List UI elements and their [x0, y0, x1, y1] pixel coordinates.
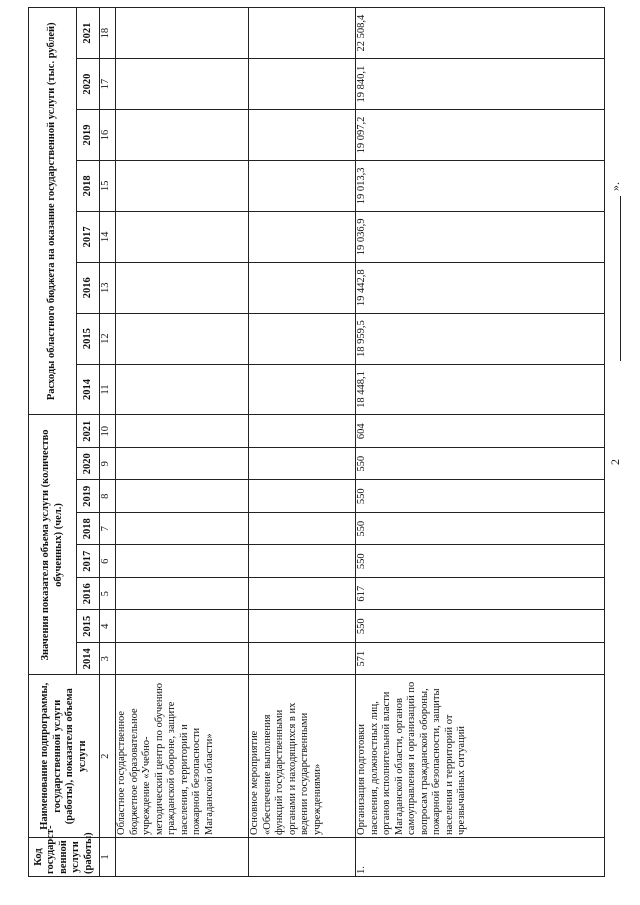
volume-cell: 550 [356, 448, 605, 481]
volume-cell [116, 448, 249, 481]
closing-signature [608, 161, 622, 361]
volume-year-2017: 2017 [77, 545, 100, 578]
volume-cell: 571 [356, 643, 605, 676]
row-name: Организация подготовки населения, должностных лиц, органов исполнительной власти Магаданской области, органов самоуправления и организаций по вопросам гражданской обороны, пожарной безопасности, защиты населения и территорий от чрезвычайных ситуаций [356, 675, 605, 838]
closing-quote: ». [608, 182, 622, 191]
volume-cell [249, 415, 356, 448]
budget-year-2018: 2018 [77, 160, 100, 211]
budget-cell [249, 8, 356, 59]
page-number: 2 [608, 459, 622, 465]
volume-cell [116, 578, 249, 611]
volume-cell [249, 610, 356, 643]
volume-cell [249, 545, 356, 578]
column-index: 15 [100, 160, 116, 211]
row-code [116, 838, 249, 877]
budget-cell [116, 211, 249, 262]
volume-cell [249, 448, 356, 481]
column-index: 4 [100, 610, 116, 643]
volume-year-2015: 2015 [77, 610, 100, 643]
budget-cell [249, 313, 356, 364]
volume-cell [116, 513, 249, 546]
budget-year-2015: 2015 [77, 313, 100, 364]
volume-cell [249, 578, 356, 611]
row-name: Областное государственное бюджетное образовательное учреждение «Учебно-методический центр по обучению гражданской обороне, защите населения, территорий и пожарной безопасности Магаданской области» [116, 675, 249, 838]
volume-year-2021: 2021 [77, 415, 100, 448]
budget-cell: 19 442,8 [356, 262, 605, 313]
column-index: 7 [100, 513, 116, 546]
header-code: Код государст-венной услуги (работы) [29, 838, 100, 877]
budget-cell: 19 097,2 [356, 110, 605, 161]
volume-cell [249, 513, 356, 546]
budget-cell: 19 036,9 [356, 211, 605, 262]
volume-cell [116, 415, 249, 448]
row-code [249, 838, 356, 877]
column-index-row [100, 8, 116, 877]
table-row [249, 8, 356, 877]
budget-cell [116, 364, 249, 415]
column-index: 12 [100, 313, 116, 364]
budget-year-2020: 2020 [77, 59, 100, 110]
budget-year-2019: 2019 [77, 110, 100, 161]
column-index: 10 [100, 415, 116, 448]
volume-cell [249, 480, 356, 513]
column-index: 1 [100, 838, 116, 877]
budget-year-2017: 2017 [77, 211, 100, 262]
volume-year-2019: 2019 [77, 480, 100, 513]
column-index: 11 [100, 364, 116, 415]
column-index: 18 [100, 8, 116, 59]
table-row [356, 8, 605, 877]
volume-cell [116, 610, 249, 643]
volume-cell: 550 [356, 610, 605, 643]
column-index: 6 [100, 545, 116, 578]
budget-year-2021: 2021 [77, 8, 100, 59]
budget-cell [249, 364, 356, 415]
volume-year-2018: 2018 [77, 513, 100, 546]
closing-line [620, 196, 621, 361]
budget-cell [116, 262, 249, 313]
budget-cell [249, 110, 356, 161]
volume-cell [249, 643, 356, 676]
column-index: 8 [100, 480, 116, 513]
budget-year-2016: 2016 [77, 262, 100, 313]
column-index: 2 [100, 675, 116, 838]
header-volume-group: Значения показателя объема услуги (количество обученных) (чел.) [29, 415, 77, 675]
budget-cell [116, 110, 249, 161]
column-index: 13 [100, 262, 116, 313]
budget-table [28, 7, 605, 877]
row-code: 1. [356, 838, 605, 877]
column-index: 17 [100, 59, 116, 110]
budget-cell [249, 59, 356, 110]
budget-year-2014: 2014 [77, 364, 100, 415]
budget-cell [249, 211, 356, 262]
volume-year-2016: 2016 [77, 578, 100, 611]
budget-cell [116, 8, 249, 59]
budget-cell: 19 013,3 [356, 160, 605, 211]
budget-cell [249, 262, 356, 313]
header-name: Наименование подпрограммы, государственной услуги (работы), показателя объема услуги [29, 675, 100, 838]
budget-cell [249, 160, 356, 211]
volume-cell [116, 480, 249, 513]
budget-cell: 18 448,1 [356, 364, 605, 415]
volume-cell: 617 [356, 578, 605, 611]
volume-cell: 604 [356, 415, 605, 448]
volume-cell: 550 [356, 513, 605, 546]
volume-year-2020: 2020 [77, 448, 100, 481]
volume-cell [116, 643, 249, 676]
budget-cell: 19 840,1 [356, 59, 605, 110]
header-budget-group: Расходы областного бюджета на оказание государственной услуги (тыс. рублей) [29, 8, 77, 416]
budget-cell [116, 160, 249, 211]
budget-cell [116, 313, 249, 364]
volume-cell: 550 [356, 480, 605, 513]
budget-cell: 18 959,5 [356, 313, 605, 364]
budget-cell [116, 59, 249, 110]
column-index: 14 [100, 211, 116, 262]
volume-cell [116, 545, 249, 578]
column-index: 9 [100, 448, 116, 481]
table-row [116, 8, 249, 877]
column-index: 16 [100, 110, 116, 161]
column-index: 5 [100, 578, 116, 611]
column-index: 3 [100, 643, 116, 676]
volume-year-2014: 2014 [77, 643, 100, 676]
budget-cell: 22 508,4 [356, 8, 605, 59]
volume-cell: 550 [356, 545, 605, 578]
row-name: Основное мероприятие «Обеспечение выполнения функций государственными органами и находящихся в их ведении государственными учреждениями» [249, 675, 356, 838]
